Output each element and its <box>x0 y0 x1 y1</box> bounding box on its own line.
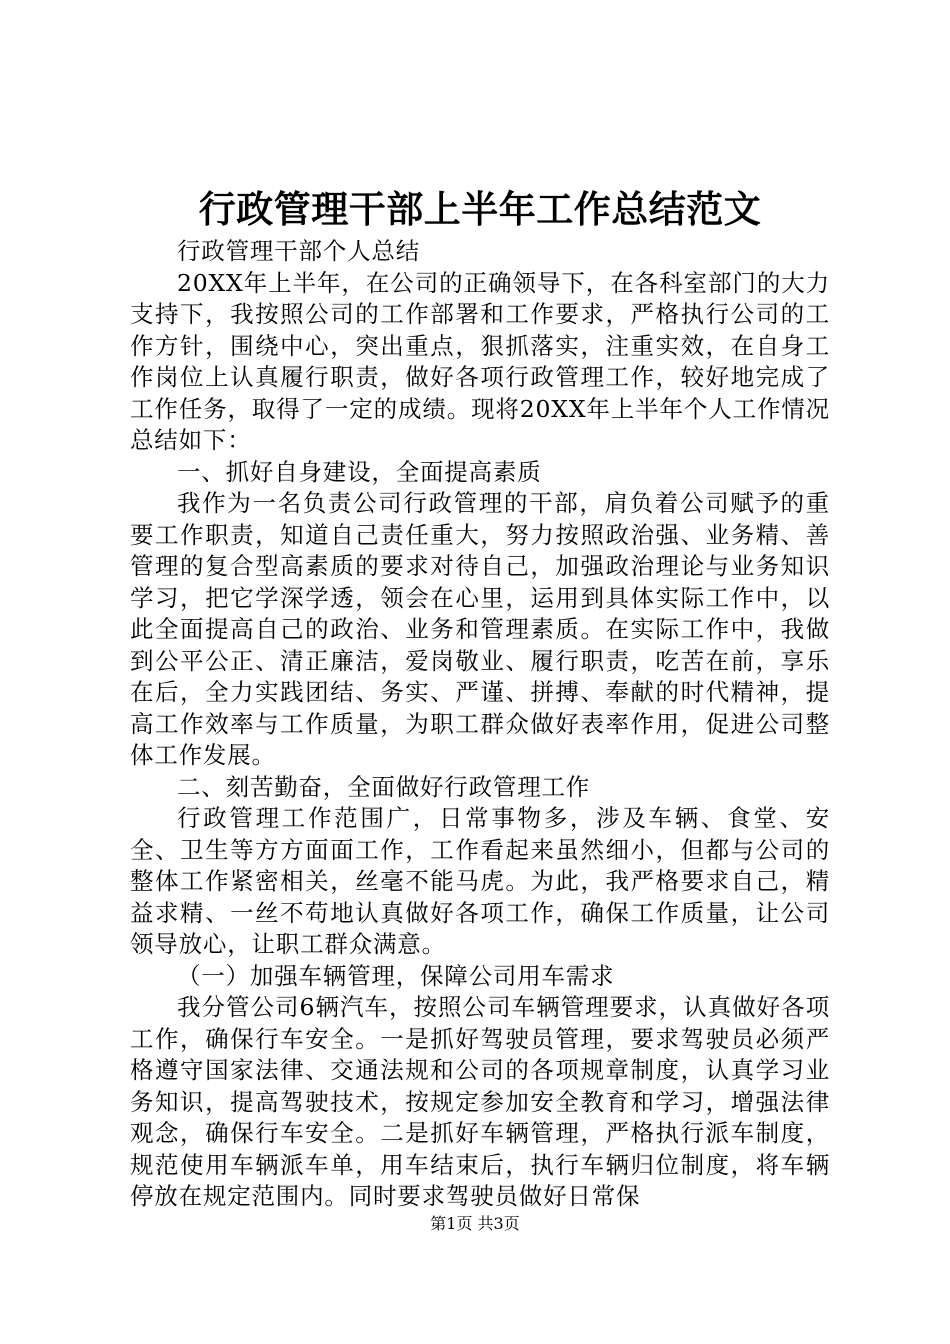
document-body <box>130 236 830 1213</box>
section-heading-2: 二、刻苦勤奋，全面做好行政管理工作 <box>177 772 591 801</box>
paragraph: 我作为一名负责公司行政管理的干部，肩负着公司赋予的重要工作职责，知道自己责任重大，努力按照政治强、业务精、善管理的复合型高素质的要求对待自己，加强政治理论与业务知识学习，把它学深学透，领会在心里，运用到具体实际工作中，以此全面提高自己的政治、业务和管理素质。在实际工作中，我做到公平公正、清正廉洁，爱岗敬业、履行职责，吃苦在前，享乐在后，全力实践团结、务实、严谨、拼搏、奉献的时代精神，提高工作效率与工作质量，为职工群众做好表率作用，促进公司整体工作发展。 <box>130 489 830 769</box>
paragraph-intro: 20XX年上半年，在公司的正确领导下，在各科室部门的大力支持下，我按照公司的工作部署和工作要求，严格执行公司的工作方针，围绕中心，突出重点，狠抓落实，注重实效，在自身工作岗位上认真履行职责，做好各项行政管理工作，较好地完成了工作任务，取得了一定的成绩。现将20XX年上半年个人工作情况总结如下： <box>130 268 830 454</box>
subsection-heading-1: （一）加强车辆管理，保障公司用车需求 <box>177 961 615 990</box>
paragraph-subtitle: 行政管理干部个人总结 <box>177 237 420 265</box>
section-heading-1: 一、抓好自身建设，全面提高素质 <box>177 457 542 486</box>
document-title: 行政管理干部上半年工作总结范文 <box>198 187 762 231</box>
page-footer: 第1页 共3页 <box>430 1214 520 1233</box>
paragraph: 行政管理工作范围广，日常事物多，涉及车辆、食堂、安全、卫生等方方面面工作，工作看起来虽然细小，但都与公司的整体工作紧密相关，丝毫不能马虎。为此，我严格要求自己，精益求精、一丝不苟地认真做好各项工作，确保工作质量，让公司领导放心，让职工群众满意。 <box>130 804 830 958</box>
document-page <box>130 0 830 1344</box>
paragraph: 我分管公司6辆汽车，按照公司车辆管理要求，认真做好各项工作，确保行车安全。一是抓好驾驶员管理，要求驾驶员必须严格遵守国家法律、交通法规和公司的各项规章制度，认真学习业务知识，提高驾驶技术，按规定参加安全教育和学习，增强法律观念，确保行车安全。二是抓好车辆管理，严格执行派车制度，规范使用车辆派车单，用车结束后，执行车辆归位制度，将车辆停放在规定范围内。同时要求驾驶员做好日常保 <box>130 993 830 1210</box>
